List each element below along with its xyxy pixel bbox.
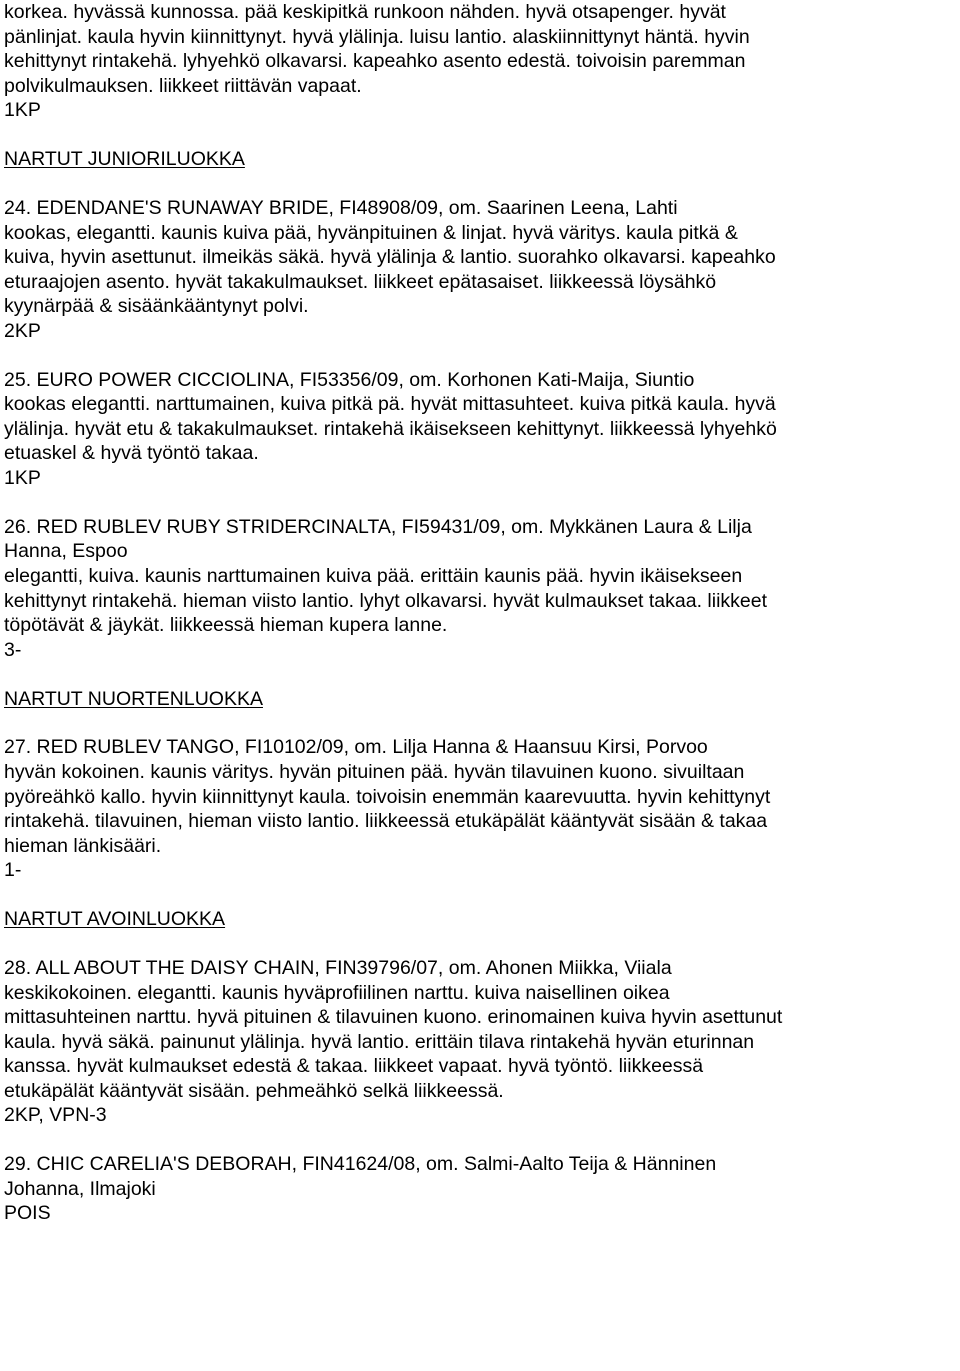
paragraph-gap (4, 932, 956, 956)
entry-block (4, 368, 956, 491)
text-line: kanssa. hyvät kulmaukset edestä & takaa. liikkeet vapaat. hyvä työntö. liikkeessä (4, 1055, 704, 1078)
text-line: Johanna, Ilmajoki (4, 1177, 156, 1200)
section-heading: NARTUT JUNIORILUOKKA (4, 148, 245, 171)
entry-block (4, 0, 956, 123)
entry-block (4, 1152, 956, 1226)
section-heading: NARTUT AVOINLUOKKA (4, 908, 226, 931)
text-line: kyynärpää & sisäänkääntynyt polvi. (4, 295, 309, 318)
entry-block (4, 515, 956, 663)
paragraph-gap (4, 491, 956, 515)
text-line: kehittynyt rintakehä. hieman viisto lantio. lyhyt olkavarsi. hyvät kulmaukset takaa. liikkeet (4, 589, 768, 612)
text-line: töpötävät & jäykät. liikkeessä hieman kupera lanne. (4, 614, 448, 637)
text-line: 2KP (4, 319, 41, 342)
paragraph-gap (4, 123, 956, 147)
text-line: 1KP (4, 467, 41, 490)
text-line: hieman länkisääri. (4, 834, 162, 857)
class-heading-block (4, 687, 956, 712)
text-line: pyöreähkö kallo. hyvin kiinnittynyt kaula. toivoisin enemmän kaarevuutta. hyvin kehittynyt (4, 785, 771, 808)
text-line: polvikulmauksen. liikkeet riittävän vapaat. (4, 74, 362, 97)
text-line: kookas, elegantti. kaunis kuiva pää, hyvänpituinen & linjat. hyvä väritys. kaula pitkä & (4, 221, 738, 244)
class-heading-block (4, 147, 956, 172)
text-line: POIS (4, 1202, 51, 1225)
section-heading: NARTUT NUORTENLUOKKA (4, 687, 263, 710)
text-line: pänlinjat. kaula hyvin kiinnittynyt. hyvä ylälinja. luisu lantio. alaskiinnittynyt häntä. hyvin (4, 25, 750, 48)
text-line: hyvän kokoinen. kaunis väritys. hyvän pituinen pää. hyvän tilavuinen kuono. sivuiltaan (4, 760, 745, 783)
text-line: 25. EURO POWER CICCIOLINA, FI53356/09, om. Korhonen Kati-Maija, Siuntio (4, 368, 695, 391)
text-line: 1- (4, 859, 22, 882)
entry-block (4, 735, 956, 883)
text-line: 26. RED RUBLEV RUBY STRIDERCINALTA, FI59431/09, om. Mykkänen Laura & Lilja (4, 515, 752, 538)
class-heading-block (4, 907, 956, 932)
text-line: 24. EDENDANE'S RUNAWAY BRIDE, FI48908/09, om. Saarinen Leena, Lahti (4, 196, 678, 219)
text-line: 1KP (4, 99, 41, 122)
text-line: 2KP, VPN-3 (4, 1104, 107, 1127)
document-body (4, 0, 956, 1226)
text-line: kuiva, hyvin asettunut. ilmeikäs säkä. hyvä ylälinja & lantio. suorahko olkavarsi. kapeahko (4, 246, 776, 269)
text-line: Hanna, Espoo (4, 540, 128, 563)
text-line: 3- (4, 638, 22, 661)
text-line: kaula. hyvä säkä. painunut ylälinja. hyvä lantio. erittäin tilava rintakehä hyvän eturinnan (4, 1030, 755, 1053)
paragraph-gap (4, 883, 956, 907)
text-line: elegantti, kuiva. kaunis narttumainen kuiva pää. erittäin kaunis pää. hyvin ikäisekseen (4, 565, 743, 588)
text-line: 29. CHIC CARELIA'S DEBORAH, FIN41624/08, om. Salmi-Aalto Teija & Hänninen (4, 1153, 717, 1176)
paragraph-gap (4, 172, 956, 196)
text-line: 27. RED RUBLEV TANGO, FI10102/09, om. Lilja Hanna & Haansuu Kirsi, Porvoo (4, 736, 708, 759)
entry-block (4, 196, 956, 344)
paragraph-gap (4, 1128, 956, 1152)
text-line: rintakehä. tilavuinen, hieman viisto lantio. liikkeessä etukäpälät kääntyvät sisään & takaa (4, 810, 768, 833)
paragraph-gap (4, 344, 956, 368)
text-line: keskikokoinen. elegantti. kaunis hyväprofiilinen narttu. kuiva naisellinen oikea (4, 981, 670, 1004)
paragraph-gap (4, 711, 956, 735)
text-line: mittasuhteinen narttu. hyvä pituinen & tilavuinen kuono. erinomainen kuiva hyvin asettunut (4, 1006, 783, 1029)
paragraph-gap (4, 662, 956, 686)
text-line: eturaajojen asento. hyvät takakulmaukset. liikkeet epätasaiset. liikkeessä löysähkö (4, 270, 717, 293)
text-line: ylälinja. hyvät etu & takakulmaukset. rintakehä ikäisekseen kehittynyt. liikkeessä lyhyehkö (4, 417, 777, 440)
text-line: korkea. hyvässä kunnossa. pää keskipitkä runkoon nähden. hyvä otsapenger. hyvät (4, 1, 726, 23)
text-line: kehittynyt rintakehä. lyhyehkö olkavarsi. kapeahko asento edestä. toivoisin paremman (4, 50, 746, 73)
entry-block (4, 956, 956, 1128)
text-line: kookas elegantti. narttumainen, kuiva pitkä pä. hyvät mittasuhteet. kuiva pitkä kaula. hyvä (4, 393, 776, 416)
text-line: etuaskel & hyvä työntö takaa. (4, 442, 259, 465)
text-line: 28. ALL ABOUT THE DAISY CHAIN, FIN39796/07, om. Ahonen Miikka, Viiala (4, 956, 672, 979)
text-line: etukäpälät kääntyvät sisään. pehmeähkö selkä liikkeessä. (4, 1079, 504, 1102)
